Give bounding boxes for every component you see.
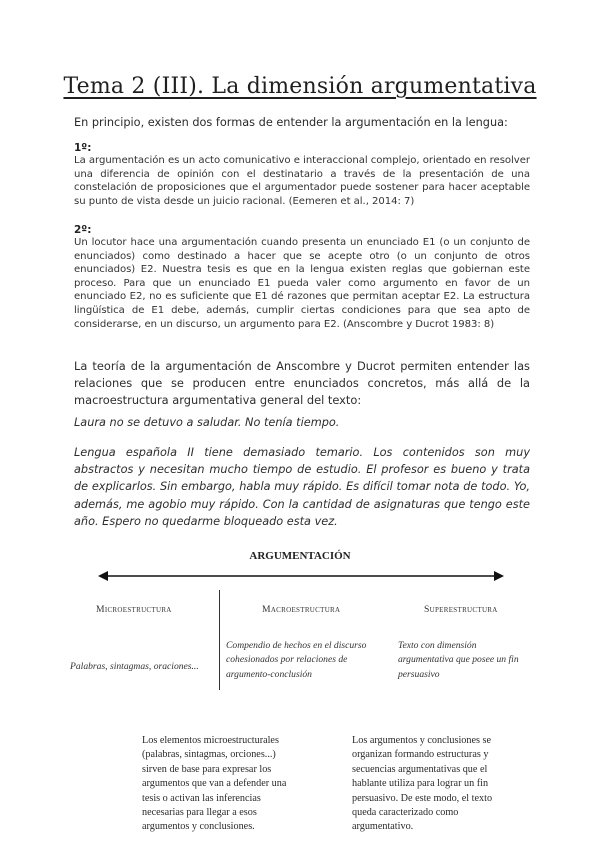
diagram-divider (219, 590, 220, 690)
definition-1-number: 1º: (74, 142, 92, 154)
note-macro: Los argumentos y conclusiones se organizan formando estructuras y secuencias argumentativas que el hablante utiliza para lograr un fin persuasivo. De este modo, el texto queda caracterizado como argumentativo. (352, 735, 493, 833)
note-micro: Los elementos microestructurales (palabras, sintagmas, orciones...) sirven de base para expresar los argumentos que van a defender una tesis o activan las inferencias necesarias para llegar a esos argumentos y conclusiones. (142, 735, 287, 833)
definition-2-number: 2º: (74, 224, 92, 236)
definition-2 (74, 224, 530, 331)
example-1: Laura no se detuvo a saludar. No tenía tiempo. (74, 416, 340, 429)
definition-2-text: Un locutor hace una argumentación cuando presenta un enunciado E1 (o un conjunto de enunciados) como destinado a hacer que se acepte otro (o un conjunto de otros enunciados) E2. Nuestra tesis es que en la lengua existen reglas que gobiernan este proceso. Para que un enunciado E1 pueda valer como argumento en favor de un enunciado E2, no es suficiente que E1 dé razones que permitan aceptar E2. La estructura lingüística de E1 debe, además, cumplir ciertas condiciones para que sea apto de considerarse, en un discurso, un argumento para E2. (Anscombre y Ducrot 1983: 8) (74, 237, 530, 330)
definition-1 (74, 142, 530, 208)
definition-2-citation: (Anscombre y Ducrot 1983: 8) (342, 318, 495, 330)
column-content-macro: Compendio de hechos en el discurso cohesionados por relaciones de argumento-conclusión (226, 640, 367, 680)
example-2: Lengua española II tiene demasiado temario. Los contenidos son muy abstractos y necesitan mucho tiempo de estudio. El profesor es bueno y trata de explicarlos. Sin embargo, habla muy rápido. Es difícil tomar nota de todo. Yo, además, me agobio muy rápido. Con la cantidad de asignaturas que tengo este año. Espero no quedarme bloqueado esta vez. (74, 446, 530, 528)
lead-paragraph: La teoría de la argumentación de Anscombre y Ducrot permiten entender las relaciones que se producen entre enunciados concretos, más allá de la macroestructura argumentativa general del texto: (74, 359, 530, 408)
diagram-title: ARGUMENTACIÓN (249, 550, 351, 562)
column-content-super: Texto con dimensión argumentativa que posee un fin persuasivo (398, 640, 519, 680)
definition-1-text: La argumentación es un acto comunicativo e interaccional complejo, orientado en resolver una diferencia de opinión con el destinatario a través de la presentación de una constelación de proposiciones que el argumentador puede sostener para hacer aceptable su punto de vista desde un juicio racional. (Eemeren et al., 2014: 7) (74, 155, 530, 207)
intro-text: En principio, existen dos formas de entender la argumentación en la lengua: (74, 116, 508, 129)
column-heading-super: Superestructura (424, 604, 498, 615)
double-arrow-icon (98, 568, 504, 584)
page-title: Tema 2 (III). La dimensión argumentativa (63, 74, 537, 99)
column-heading-macro: Macroestructura (262, 604, 341, 615)
definition-1-citation: (Eemeren et al., 2014: 7) (288, 195, 415, 207)
column-content-micro: Palabras, sintagmas, oraciones... (70, 661, 199, 672)
column-heading-micro: Microestructura (96, 604, 172, 615)
